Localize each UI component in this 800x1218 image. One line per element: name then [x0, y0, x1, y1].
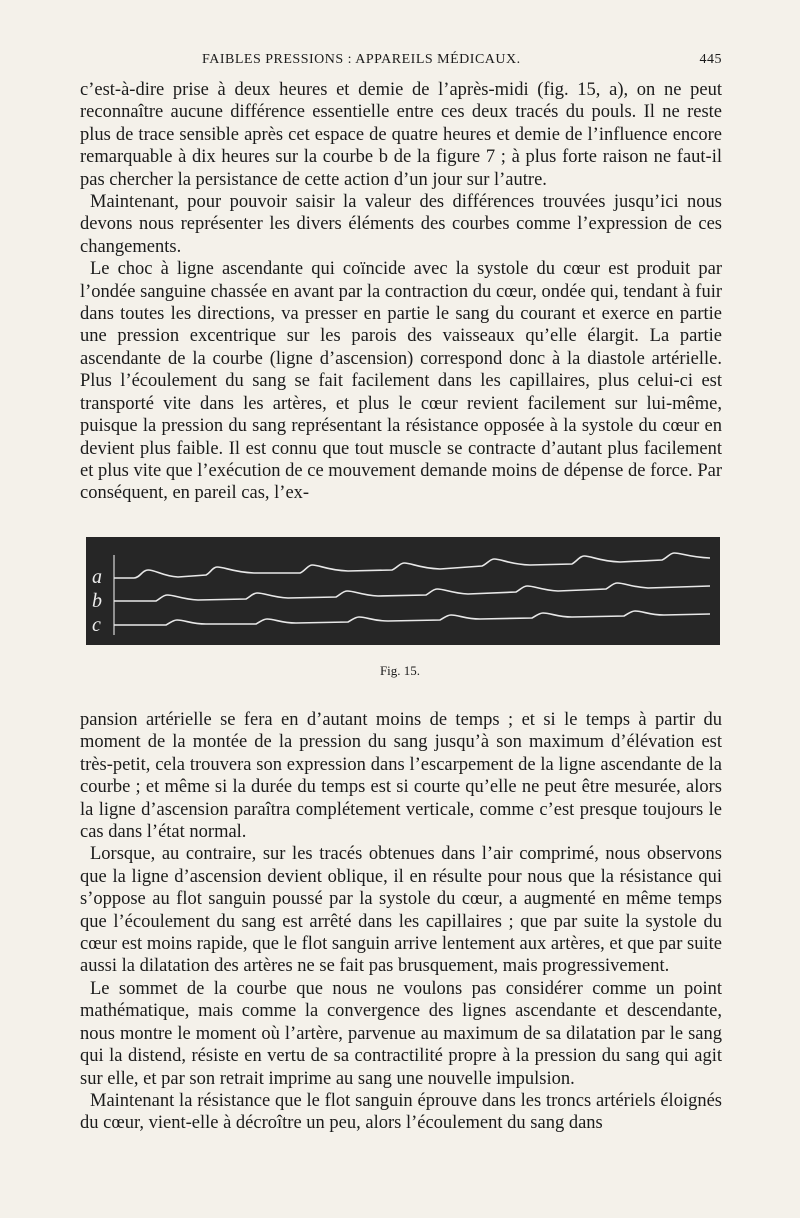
figure-caption: Fig. 15.: [379, 663, 421, 678]
paragraph: Lorsque, au contraire, sur les tracés obtenues dans l’air comprimé, nous observons que la ligne d’ascension devient oblique, il en résulte pour nous que la résistance qui s’oppose au flot sanguin poussé par la systole du cœur, a augmenté en même temps que l’écoulement du sang est arrêté dans les capillaires ; que par suite la systole du cœur est moins rapide, que le flot sanguin arrive lentement aux artères, et que par suite aussi la dilatation des artères ne se fait pas brusquement, mais progressivement.: [80, 844, 722, 977]
paragraph: c’est-à-dire prise à deux heures et demie de l’après-midi (fig. 15, a), on ne peut reconnaître aucune différence essentielle entre ces deux tracés du pouls. Il ne reste plus de trace sensible après cet espace de quatre heures et demie de l’influence encore remarquable à dix heures sur la courbe b de la figure 7 ; à plus forte raison ne faut-il pas chercher la persistance de cette action d’un jour sur l’autre.: [80, 80, 722, 190]
text-block-bottom: [80, 709, 722, 1135]
paragraph: Maintenant la résistance que le flot sanguin éprouve dans les troncs artériels éloignés du cœur, vient-elle à décroître un peu, alors l’écoulement du sang dans: [80, 1090, 722, 1134]
trace-label-a: a: [92, 566, 102, 588]
paragraph: pansion artérielle se fera en d’autant moins de temps ; et si le temps à partir du moment de la montée de la pression du sang jusqu’à son maximum d’élévation est très-petit, cela trouvera son expression dans l’escarpement de la ligne ascendante de la courbe ; et même si la durée du temps est si courte qu’elle ne peut être mesurée, alors la ligne d’ascension paraîtra complétement verticale, comme c’est presque toujours le cas dans l’état normal.: [80, 710, 722, 843]
text-block-top: [80, 79, 722, 505]
paragraph: Le choc à ligne ascendante qui coïncide avec la systole du cœur est produit par l’ondée sanguine chassée en avant par la contraction du cœur, ondée qui, tendant à fuir dans toutes les directions, va presser en partie le sang du courant et exerce en partie une pression excentrique sur les parois des vaisseaux qu’elle élargit. La partie ascendante de la courbe (ligne d’ascension) correspond donc à la diastole artérielle. Plus l’écoulement du sang se fait facilement dans les capillaires, plus celui-ci est transporté vite dans les artères, et plus le cœur revient facilement sur lui-même, puisque la pression du sang représentant la résistance opposée à la systole du cœur en devient plus faible. Il est connu que tout muscle se contracte d’autant plus facilement et plus vite que l’exécution de ce mouvement demande moins de dépense de force. Par conséquent, en pareil cas, l’ex-: [80, 259, 722, 504]
trace-label-c: c: [92, 614, 101, 636]
running-title: FAIBLES PRESSIONS : APPAREILS MÉDICAUX.: [202, 52, 521, 67]
trace-label-b: b: [92, 590, 102, 612]
tracing-background: [86, 537, 720, 645]
pulse-tracing-figure: [86, 537, 720, 645]
pulse-tracing-svg: [86, 537, 720, 645]
paragraph: Le sommet de la courbe que nous ne voulons pas considérer comme un point mathématique, mais comme la convergence des lignes ascendante et descendante, nous montre le moment où l’artère, parvenue au maximum de sa dilatation par le sang qui la distend, résiste en vertu de sa contractilité propre à la pression du sang qui agit sur elle, et par son retrait imprime au sang une nouvelle impulsion.: [80, 978, 722, 1089]
paragraph: Maintenant, pour pouvoir saisir la valeur des différences trouvées jusqu’ici nous devons nous représenter les divers éléments des courbes comme l’expression de ces changements.: [80, 192, 722, 257]
page-number: 445: [699, 52, 722, 67]
page-header: [82, 52, 722, 74]
